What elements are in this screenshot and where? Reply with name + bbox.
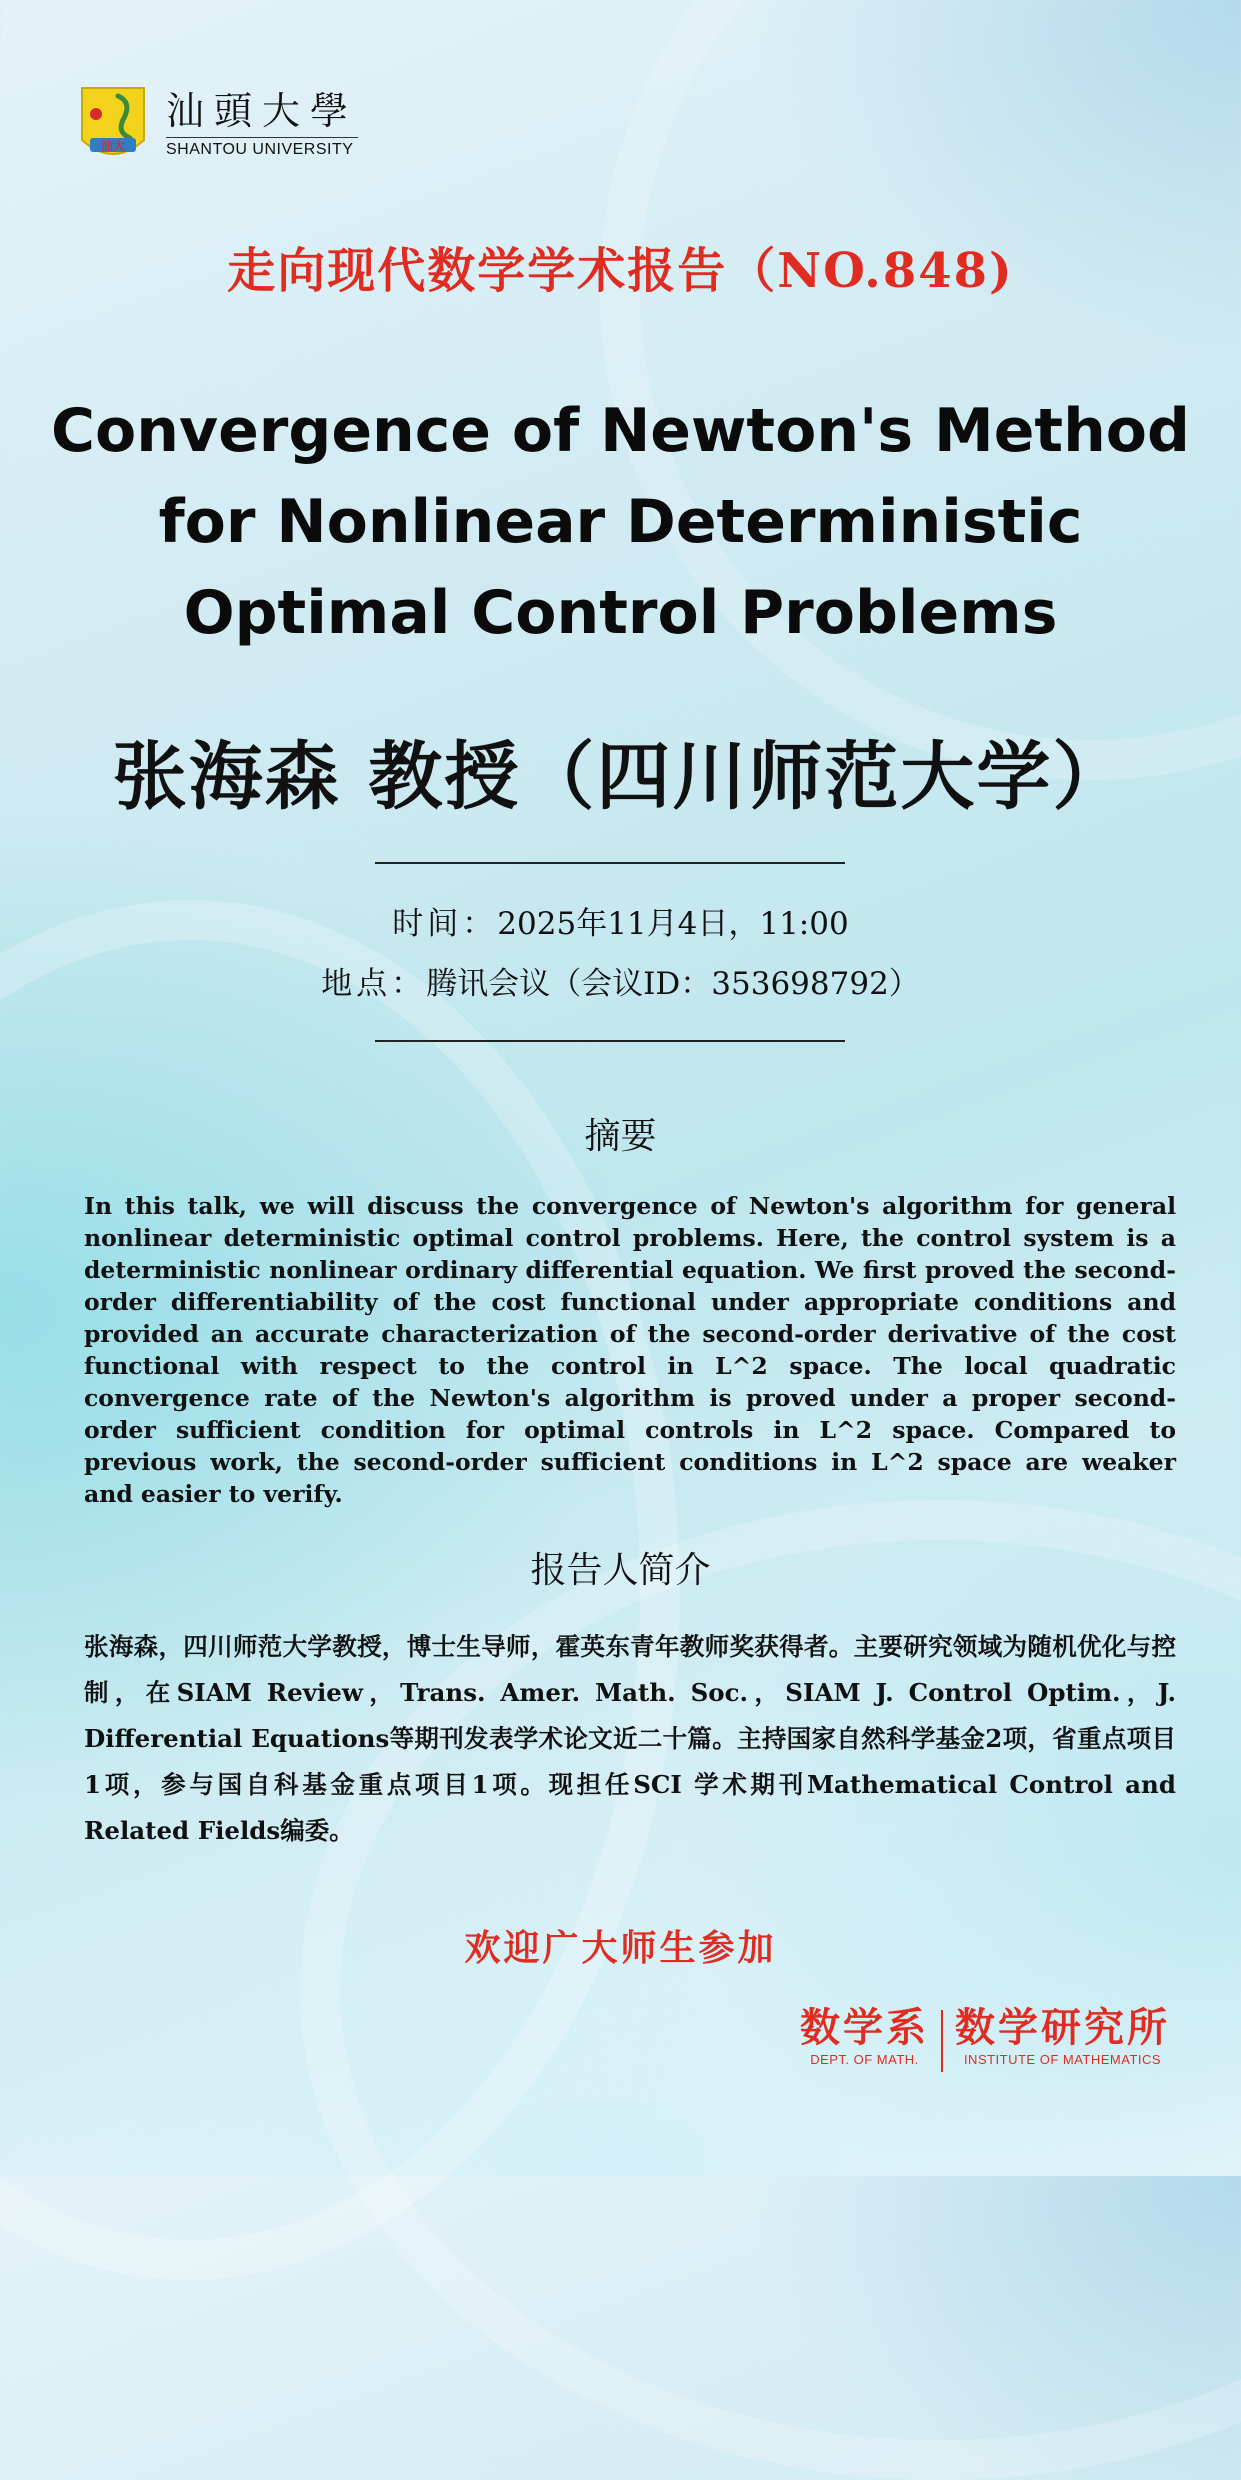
institute-math-cn: 数学研究所 [955,2004,1170,2051]
location-value: 腾讯会议（会议ID：353698792） [426,966,920,1002]
institute-math [955,2004,1170,2067]
divider-bottom [375,1040,845,1042]
talk-title-line-3: Optimal Control Problems [183,578,1058,648]
dept-math-cn: 数学系 [800,2004,929,2051]
dept-math [800,2004,929,2067]
university-name-en: SHANTOU UNIVERSITY [166,137,358,159]
department-logos [800,2004,1170,2072]
logo-text [166,91,358,159]
university-logo [78,84,358,166]
talk-title-line-2: for Nonlinear Deterministic [158,487,1083,557]
talk-title-line-1: Convergence of Newton's Method [51,396,1190,466]
time-line [0,898,1241,943]
welcome-text: 欢迎广大师生参加 [464,1927,777,1969]
dept-separator [941,2010,943,2072]
svg-text:汕大: 汕大 [100,139,126,153]
talk-title [0,386,1241,659]
abstract-heading: 摘要 [584,1116,657,1157]
university-name-cn: 汕頭大學 [166,89,359,134]
time-value: 2025年11月4日，11:00 [497,906,849,942]
speaker-name: 张海森 教授（四川师范大学） [112,734,1129,820]
institute-math-en: INSTITUTE OF MATHEMATICS [963,2052,1162,2067]
bio-heading: 报告人简介 [530,1550,711,1591]
bio-text: 张海森，四川师范大学教授，博士生导师，霍英东青年教师奖获得者。主要研究领域为随机优化与控制，在SIAM Review，Trans. Amer. Math. Soc.，SIAM J. Control Optim.，J. Differential Equations等期刊发表学术论文近二十篇。主持国家自然科学基金2项，省重点项目1项，参与国自科基金重点项目1项。现担任SCI 学术期刊Mathematical Control and Related Fields编委。 [84,1632,1176,1845]
divider-top [375,862,845,864]
location-label: 地点： [321,966,427,1002]
series-title: 走向现代数学学术报告（NO.848) [227,243,1014,299]
time-label: 时间： [392,906,498,942]
location-line [0,958,1241,1003]
university-badge-icon [78,84,148,166]
dept-math-en: DEPT. OF MATH. [810,2052,919,2067]
abstract-text: In this talk, we will discuss the convergence of Newton's algorithm for general nonlinear deterministic optimal control problems. Here, the control system is a deterministic nonlinear ordinary differential equation. We first proved the second-order differentiability of the cost functional under appropriate conditions and provided an accurate characterization of the second-order derivative of the cost functional with respect to the control in L^2 space. The local quadratic convergence rate of the Newton's algorithm is proved under a proper second-order sufficient condition for optimal controls in L^2 space. Compared to previous work, the second-order sufficient conditions in L^2 space are weaker and easier to verify. [84,1192,1176,1508]
